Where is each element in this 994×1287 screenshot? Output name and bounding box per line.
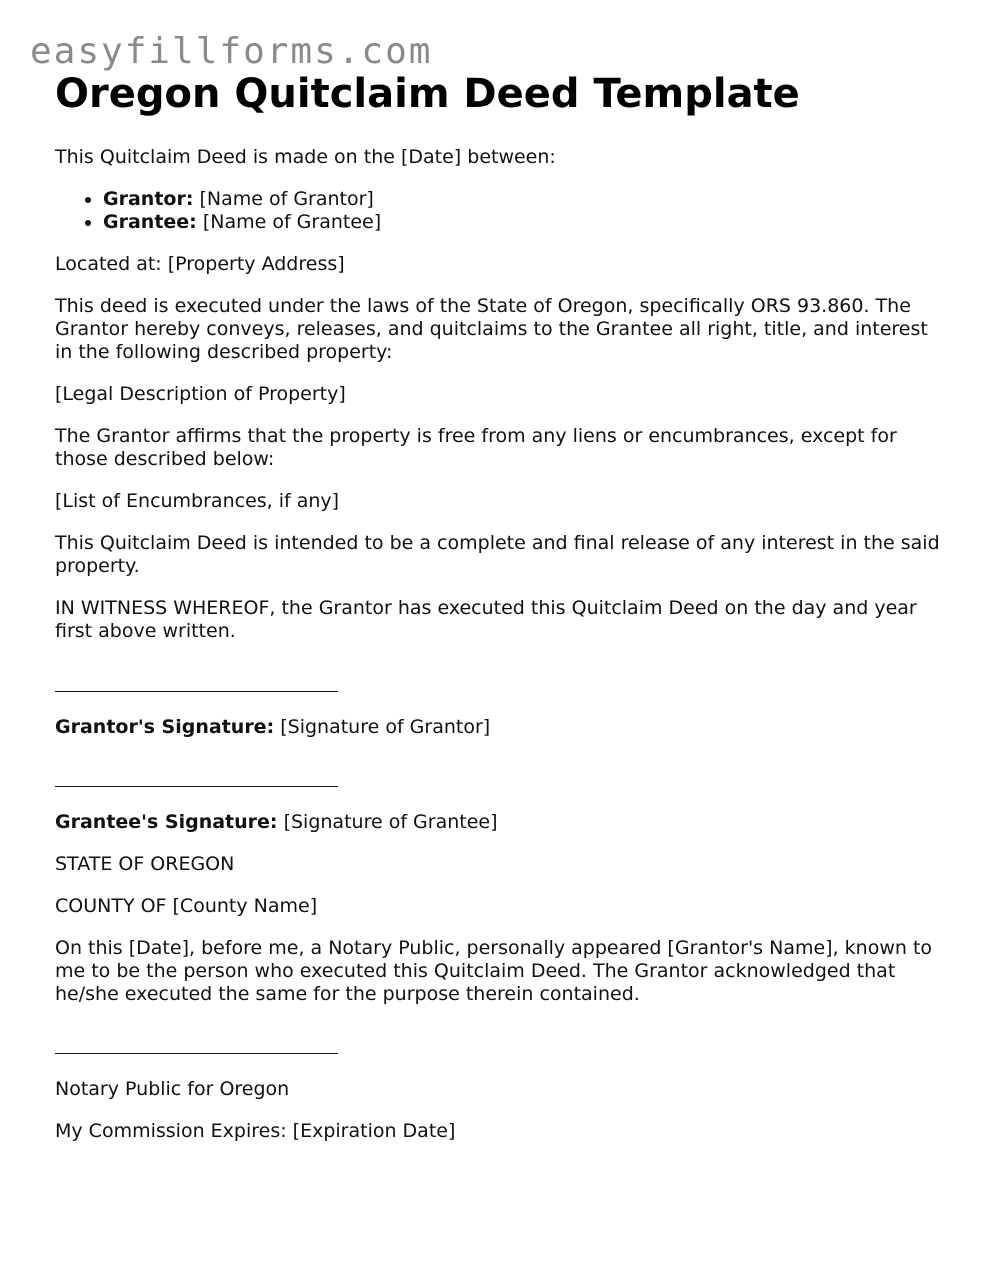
witness-statement: IN WITNESS WHEREOF, the Grantor has executed this Quitclaim Deed on the day and year first above written. (55, 597, 917, 642)
notary-statement: On this [Date], before me, a Notary Public, personally appeared [Grantor's Name], known to me to be the person who executed this Quitclaim Deed. The Grantor acknowledged that he/she executed the same for the purpose therein contained. (55, 937, 933, 1005)
encumbrance-statement: The Grantor affirms that the property is free from any liens or encumbrances, except for those described below: (55, 425, 897, 470)
watermark-logo: easyfillforms.com (30, 31, 433, 72)
notary-signature-line (55, 1053, 338, 1054)
state-line: STATE OF OREGON (55, 853, 235, 875)
page-title: Oregon Quitclaim Deed Template (55, 71, 800, 117)
legal-description: [Legal Description of Property] (55, 383, 346, 405)
grantee-signature-label: Grantee's Signature: (55, 811, 278, 833)
grantee-label: Grantee: (103, 211, 197, 233)
commission-expires: My Commission Expires: [Expiration Date] (55, 1120, 456, 1142)
document-page (55, 70, 945, 1162)
grantor-signature (55, 716, 945, 739)
grantee-value: [Name of Grantee] (202, 211, 382, 233)
list-item-grantee (103, 211, 945, 234)
grantor-value: [Name of Grantor] (199, 188, 374, 210)
intro-paragraph: This Quitclaim Deed is made on the [Date] between: (55, 146, 556, 168)
parties-list (55, 188, 945, 234)
notary-title: Notary Public for Oregon (55, 1078, 290, 1100)
grantee-signature-line (55, 786, 338, 787)
county-line: COUNTY OF [County Name] (55, 895, 318, 917)
property-address: Located at: [Property Address] (55, 253, 345, 275)
grantor-signature-value: [Signature of Grantor] (280, 716, 491, 738)
grantor-signature-line (55, 691, 338, 692)
grantor-signature-label: Grantor's Signature: (55, 716, 275, 738)
conveyance-paragraph: This deed is executed under the laws of the State of Oregon, specifically ORS 93.860. The Grantor hereby conveys, releases, and quitclaims to the Grantee all right, title, and interest in the following described property: (55, 295, 928, 363)
list-item-grantor (103, 188, 945, 211)
grantee-signature-value: [Signature of Grantee] (283, 811, 498, 833)
grantee-signature (55, 811, 945, 834)
grantor-label: Grantor: (103, 188, 194, 210)
encumbrance-list: [List of Encumbrances, if any] (55, 490, 340, 512)
release-statement: This Quitclaim Deed is intended to be a complete and final release of any interest in the said property. (55, 532, 940, 577)
